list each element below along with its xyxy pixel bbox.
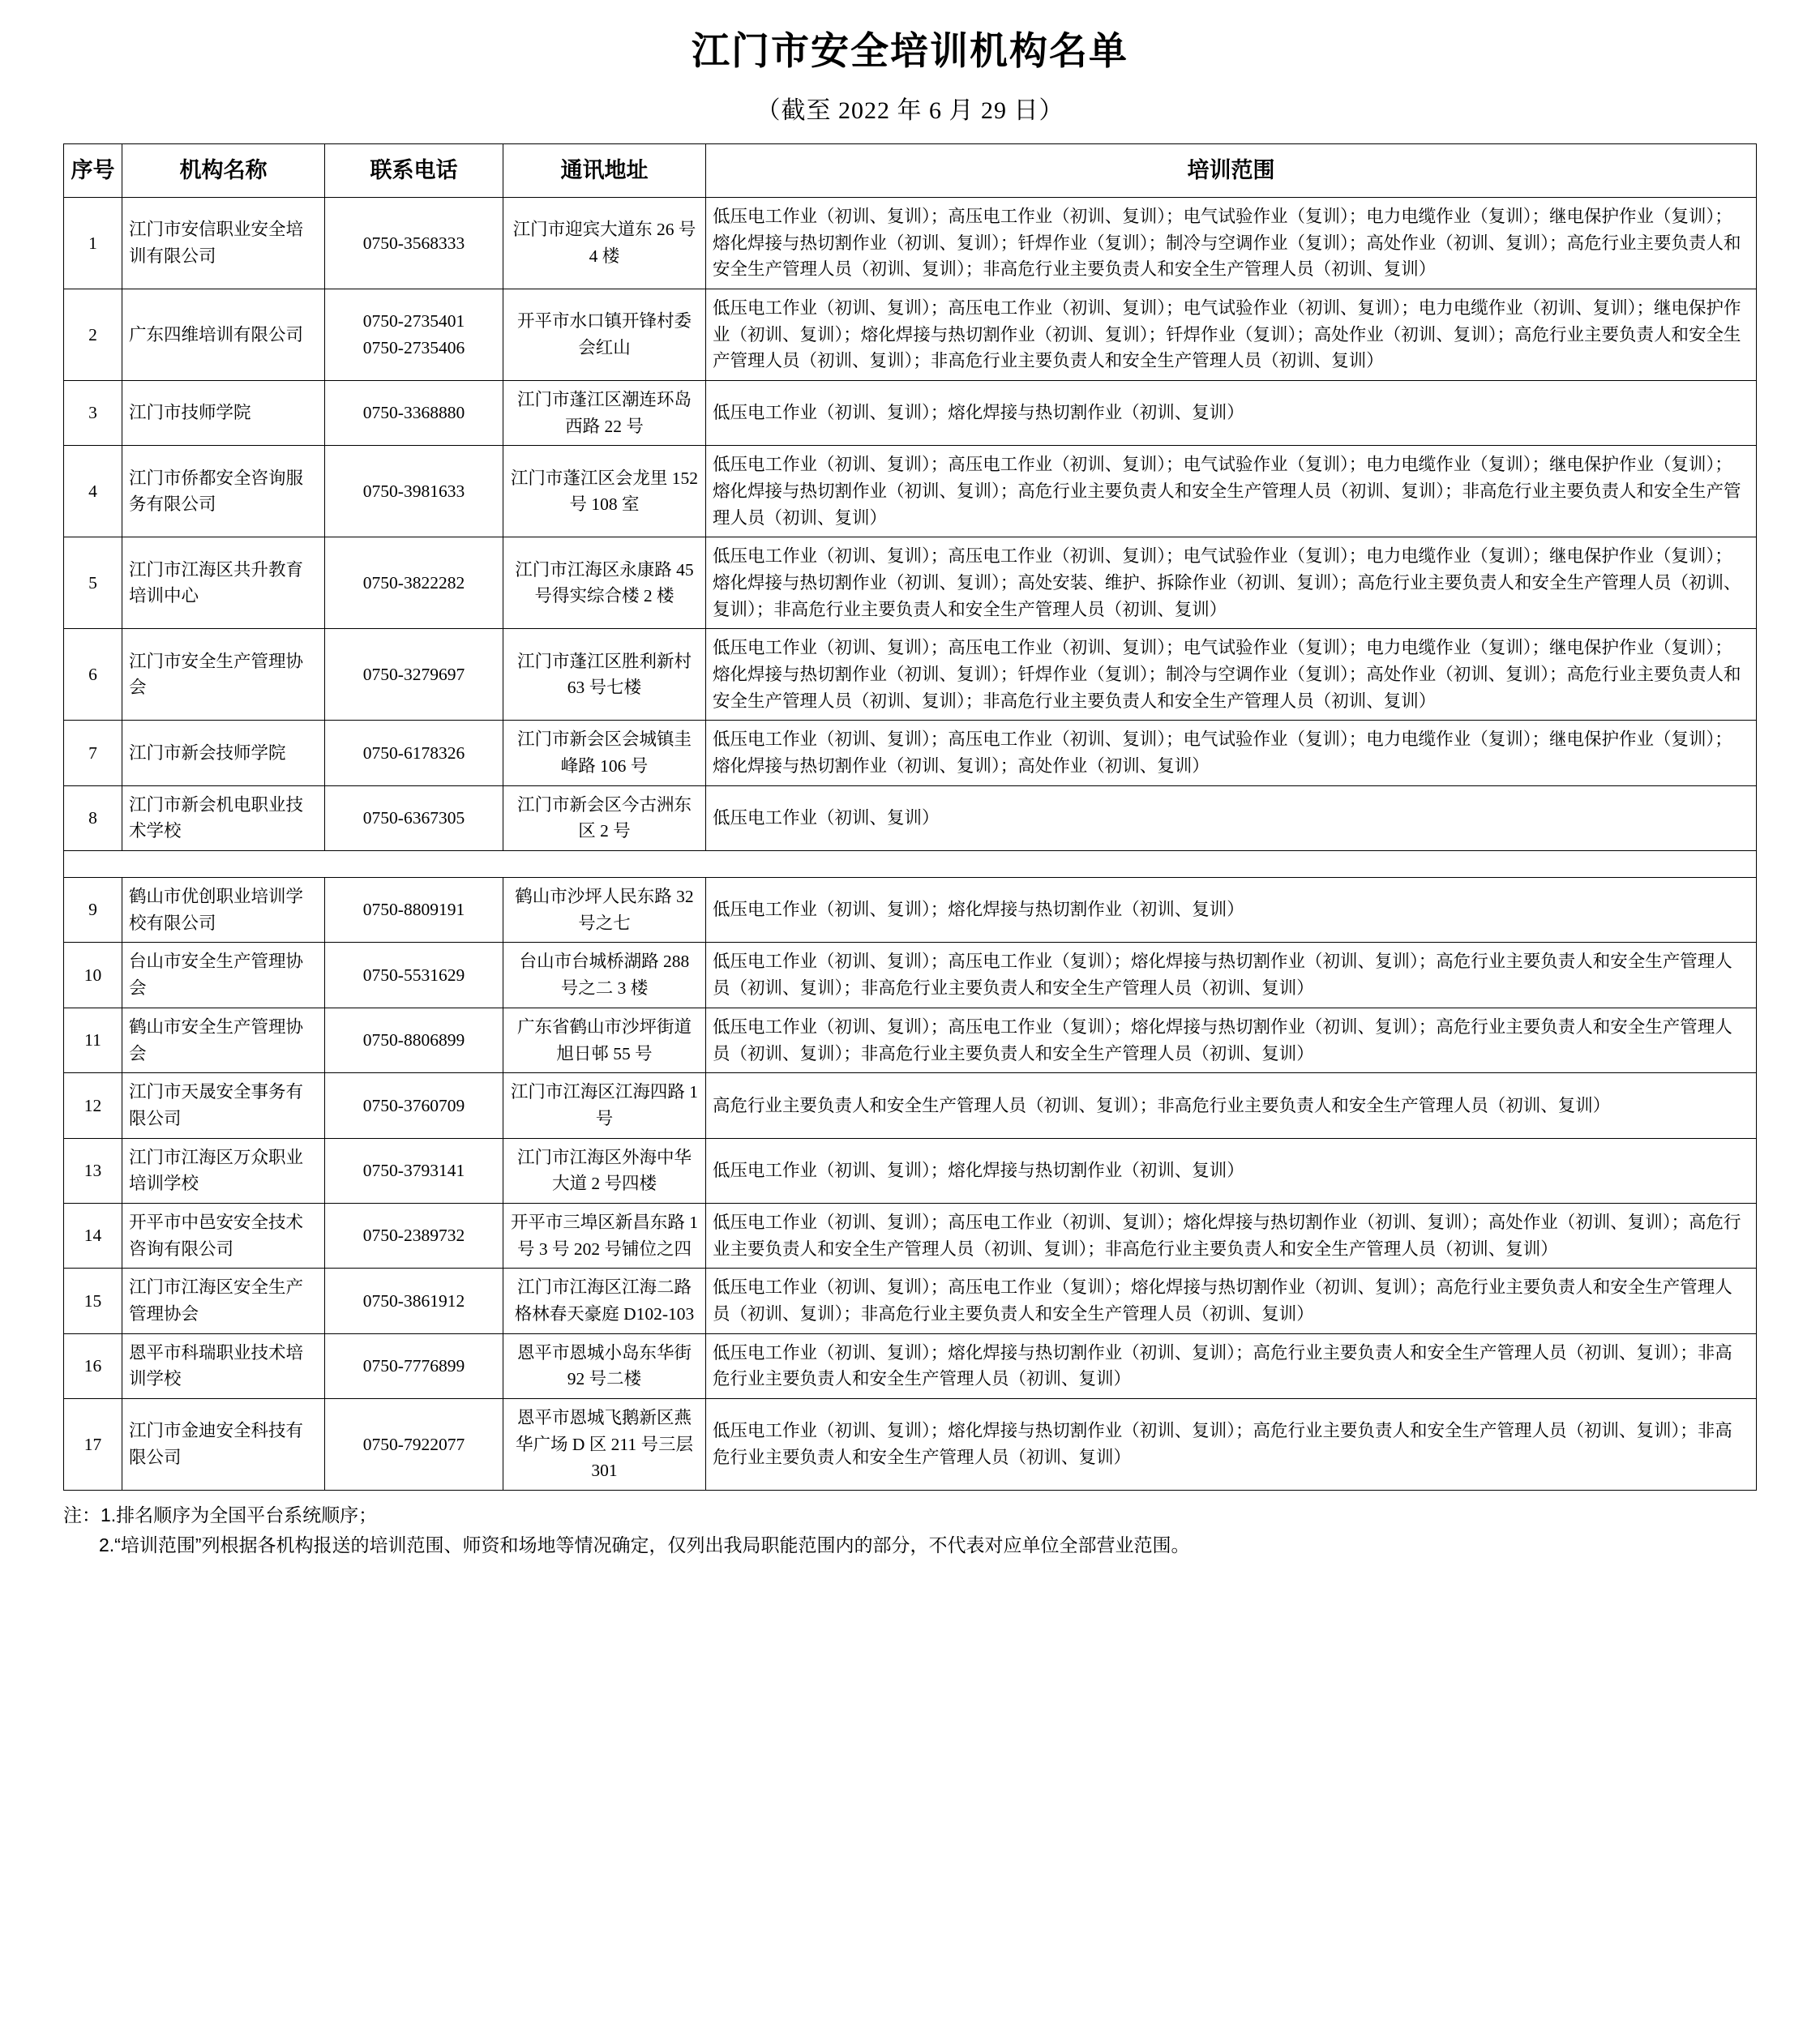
page-title: 江门市安全培训机构名单 bbox=[692, 29, 1128, 72]
cell-institution-name: 江门市新会机电职业技术学校 bbox=[122, 785, 325, 850]
training-institutions-table bbox=[63, 143, 1757, 1491]
cell-telephone: 0750-7922077 bbox=[325, 1398, 503, 1490]
table-row bbox=[64, 1073, 1757, 1138]
cell-institution-name: 江门市新会技师学院 bbox=[122, 721, 325, 785]
cell-institution-name: 广东四维培训有限公司 bbox=[122, 289, 325, 381]
cell-training-scope: 低压电工作业（初训、复训）；熔化焊接与热切割作业（初训、复训） bbox=[706, 1138, 1757, 1203]
cell-institution-name: 开平市中邑安安全技术咨询有限公司 bbox=[122, 1203, 325, 1268]
cell-telephone: 0750-3822282 bbox=[325, 537, 503, 629]
cell-address: 江门市江海区江海二路格林春天豪庭 D102-103 bbox=[503, 1269, 706, 1333]
cell-address: 江门市江海区江海四路 1 号 bbox=[503, 1073, 706, 1138]
cell-institution-name: 恩平市科瑞职业技术培训学校 bbox=[122, 1333, 325, 1398]
cell-address: 恩平市恩城小岛东华街 92 号二楼 bbox=[503, 1333, 706, 1398]
cell-institution-name: 江门市安全生产管理协会 bbox=[122, 629, 325, 721]
cell-telephone: 0750-3981633 bbox=[325, 446, 503, 537]
table-row bbox=[64, 198, 1757, 289]
table-row bbox=[64, 446, 1757, 537]
cell-telephone: 0750-6367305 bbox=[325, 785, 503, 850]
table-row bbox=[64, 1333, 1757, 1398]
cell-telephone: 0750-6178326 bbox=[325, 721, 503, 785]
cell-index: 16 bbox=[64, 1333, 122, 1398]
cell-institution-name: 鹤山市优创职业培训学校有限公司 bbox=[122, 878, 325, 943]
column-header-scope: 培训范围 bbox=[706, 144, 1757, 198]
table-row bbox=[64, 1138, 1757, 1203]
column-header-address: 通讯地址 bbox=[503, 144, 706, 198]
cell-training-scope: 低压电工作业（初训、复训）；熔化焊接与热切割作业（初训、复训）；高危行业主要负责人和安全生产管理人员（初训、复训）；非高危行业主要负责人和安全生产管理人员（初训、复训） bbox=[706, 1333, 1757, 1398]
cell-index: 4 bbox=[64, 446, 122, 537]
cell-institution-name: 江门市天晟安全事务有限公司 bbox=[122, 1073, 325, 1138]
cell-address: 鹤山市沙坪人民东路 32 号之七 bbox=[503, 878, 706, 943]
cell-training-scope: 低压电工作业（初训、复训）；高压电工作业（初训、复训）；电气试验作业（复训）；电力电缆作业（复训）；继电保护作业（复训）；熔化焊接与热切割作业（初训、复训）；高危行业主要负责人和安全生产管理人员（初训、复训）；非高危行业主要负责人和安全生产管理人员（初训、复训） bbox=[706, 446, 1757, 537]
footnote-1: 注：1.排名顺序为全国平台系统顺序； bbox=[63, 1504, 378, 1525]
cell-index: 13 bbox=[64, 1138, 122, 1203]
cell-institution-name: 鹤山市安全生产管理协会 bbox=[122, 1008, 325, 1072]
cell-telephone: 0750-2389732 bbox=[325, 1203, 503, 1268]
cell-index: 2 bbox=[64, 289, 122, 381]
cell-address: 台山市台城桥湖路 288 号之二 3 楼 bbox=[503, 943, 706, 1008]
cell-institution-name: 江门市江海区安全生产管理协会 bbox=[122, 1269, 325, 1333]
table-header-row bbox=[64, 144, 1757, 198]
cell-index: 17 bbox=[64, 1398, 122, 1490]
cell-institution-name: 江门市安信职业安全培训有限公司 bbox=[122, 198, 325, 289]
table-row bbox=[64, 878, 1757, 943]
cell-training-scope: 低压电工作业（初训、复训）；熔化焊接与热切割作业（初训、复训） bbox=[706, 878, 1757, 943]
table-row bbox=[64, 785, 1757, 850]
table-row bbox=[64, 537, 1757, 629]
column-header-tel: 联系电话 bbox=[325, 144, 503, 198]
table-row bbox=[64, 1203, 1757, 1268]
cell-address: 开平市三埠区新昌东路 1 号 3 号 202 号铺位之四 bbox=[503, 1203, 706, 1268]
cell-training-scope: 低压电工作业（初训、复训）；高压电工作业（初训、复训）；熔化焊接与热切割作业（初训、复训）；高处作业（初训、复训）；高危行业主要负责人和安全生产管理人员（初训、复训）；非高危行业主要负责人和安全生产管理人员（初训、复训） bbox=[706, 1203, 1757, 1268]
cell-institution-name: 江门市江海区万众职业培训学校 bbox=[122, 1138, 325, 1203]
cell-index: 12 bbox=[64, 1073, 122, 1138]
cell-training-scope: 低压电工作业（初训、复训） bbox=[706, 785, 1757, 850]
cell-index: 8 bbox=[64, 785, 122, 850]
cell-training-scope: 低压电工作业（初训、复训）；高压电工作业（复训）；熔化焊接与热切割作业（初训、复训）；高危行业主要负责人和安全生产管理人员（初训、复训）；非高危行业主要负责人和安全生产管理人员（初训、复训） bbox=[706, 1269, 1757, 1333]
cell-institution-name: 台山市安全生产管理协会 bbox=[122, 943, 325, 1008]
table-row bbox=[64, 1008, 1757, 1072]
table-row bbox=[64, 629, 1757, 721]
footnotes bbox=[63, 1500, 1757, 1561]
cell-index: 1 bbox=[64, 198, 122, 289]
table-row bbox=[64, 289, 1757, 381]
cell-training-scope: 低压电工作业（初训、复训）；高压电工作业（初训、复训）；电气试验作业（复训）；电力电缆作业（复训）；继电保护作业（复训）；熔化焊接与热切割作业（初训、复训）；高处安装、维护、拆除作业（初训、复训）；高危行业主要负责人和安全生产管理人员（初训、复训）；非高危行业主要负责人和安全生产管理人员（初训、复训） bbox=[706, 537, 1757, 629]
page-subtitle: （截至 2022 年 6 月 29 日） bbox=[756, 97, 1064, 124]
cell-institution-name: 江门市金迪安全科技有限公司 bbox=[122, 1398, 325, 1490]
cell-training-scope: 低压电工作业（初训、复训）；高压电工作业（初训、复训）；电气试验作业（初训、复训）；电力电缆作业（初训、复训）；继电保护作业（初训、复训）；熔化焊接与热切割作业（初训、复训）；钎焊作业（复训）；高处作业（初训、复训）；高危行业主要负责人和安全生产管理人员（初训、复训）；非高危行业主要负责人和安全生产管理人员（初训、复训） bbox=[706, 289, 1757, 381]
cell-address: 恩平市恩城飞鹅新区燕华广场 D 区 211 号三层 301 bbox=[503, 1398, 706, 1490]
cell-index: 15 bbox=[64, 1269, 122, 1333]
cell-telephone: 0750-7776899 bbox=[325, 1333, 503, 1398]
cell-index: 5 bbox=[64, 537, 122, 629]
cell-address: 江门市蓬江区潮连环岛西路 22 号 bbox=[503, 381, 706, 446]
cell-telephone: 0750-2735401 0750-2735406 bbox=[325, 289, 503, 381]
cell-training-scope: 低压电工作业（初训、复训）；熔化焊接与热切割作业（初训、复训） bbox=[706, 381, 1757, 446]
cell-index: 14 bbox=[64, 1203, 122, 1268]
cell-telephone: 0750-8809191 bbox=[325, 878, 503, 943]
cell-telephone: 0750-3568333 bbox=[325, 198, 503, 289]
cell-telephone: 0750-3861912 bbox=[325, 1269, 503, 1333]
cell-address: 开平市水口镇开锋村委会红山 bbox=[503, 289, 706, 381]
column-header-name: 机构名称 bbox=[122, 144, 325, 198]
cell-index: 11 bbox=[64, 1008, 122, 1072]
table-row bbox=[64, 721, 1757, 785]
table-row bbox=[64, 1269, 1757, 1333]
cell-address: 江门市蓬江区会龙里 152 号 108 室 bbox=[503, 446, 706, 537]
cell-index: 10 bbox=[64, 943, 122, 1008]
cell-telephone: 0750-5531629 bbox=[325, 943, 503, 1008]
cell-institution-name: 江门市江海区共升教育培训中心 bbox=[122, 537, 325, 629]
cell-telephone: 0750-3279697 bbox=[325, 629, 503, 721]
cell-address: 江门市新会区会城镇圭峰路 106 号 bbox=[503, 721, 706, 785]
footnote-2: 2.“培训范围”列根据各机构报送的培训范围、师资和场地等情况确定，仅列出我局职能范围内的部分，不代表对应单位全部营业范围。 bbox=[99, 1534, 1190, 1556]
cell-address: 江门市新会区今古洲东区 2 号 bbox=[503, 785, 706, 850]
table-section-gap bbox=[64, 851, 1757, 878]
cell-index: 6 bbox=[64, 629, 122, 721]
cell-index: 3 bbox=[64, 381, 122, 446]
cell-training-scope: 低压电工作业（初训、复训）；熔化焊接与热切割作业（初训、复训）；高危行业主要负责人和安全生产管理人员（初训、复训）；非高危行业主要负责人和安全生产管理人员（初训、复训） bbox=[706, 1398, 1757, 1490]
cell-address: 江门市迎宾大道东 26 号 4 楼 bbox=[503, 198, 706, 289]
column-header-index: 序号 bbox=[64, 144, 122, 198]
cell-telephone: 0750-3368880 bbox=[325, 381, 503, 446]
cell-training-scope: 低压电工作业（初训、复训）；高压电工作业（复训）；熔化焊接与热切割作业（初训、复训）；高危行业主要负责人和安全生产管理人员（初训、复训）；非高危行业主要负责人和安全生产管理人员（初训、复训） bbox=[706, 1008, 1757, 1072]
cell-institution-name: 江门市技师学院 bbox=[122, 381, 325, 446]
cell-training-scope: 高危行业主要负责人和安全生产管理人员（初训、复训）；非高危行业主要负责人和安全生产管理人员（初训、复训） bbox=[706, 1073, 1757, 1138]
cell-address: 江门市江海区外海中华大道 2 号四楼 bbox=[503, 1138, 706, 1203]
cell-telephone: 0750-3793141 bbox=[325, 1138, 503, 1203]
cell-training-scope: 低压电工作业（初训、复训）；高压电工作业（复训）；熔化焊接与热切割作业（初训、复训）；高危行业主要负责人和安全生产管理人员（初训、复训）；非高危行业主要负责人和安全生产管理人员（初训、复训） bbox=[706, 943, 1757, 1008]
cell-address: 江门市江海区永康路 45 号得实综合楼 2 楼 bbox=[503, 537, 706, 629]
table-body bbox=[64, 198, 1757, 1491]
table-section-gap-cell bbox=[64, 851, 1757, 878]
table-row bbox=[64, 1398, 1757, 1490]
cell-index: 9 bbox=[64, 878, 122, 943]
cell-address: 广东省鹤山市沙坪街道旭日邨 55 号 bbox=[503, 1008, 706, 1072]
cell-training-scope: 低压电工作业（初训、复训）；高压电工作业（初训、复训）；电气试验作业（复训）；电力电缆作业（复训）；继电保护作业（复训）；熔化焊接与热切割作业（初训、复训）；钎焊作业（复训）；制冷与空调作业（复训）；高处作业（初训、复训）；高危行业主要负责人和安全生产管理人员（初训、复训）；非高危行业主要负责人和安全生产管理人员（初训、复训） bbox=[706, 629, 1757, 721]
cell-institution-name: 江门市侨都安全咨询服务有限公司 bbox=[122, 446, 325, 537]
cell-telephone: 0750-3760709 bbox=[325, 1073, 503, 1138]
cell-address: 江门市蓬江区胜利新村 63 号七楼 bbox=[503, 629, 706, 721]
cell-index: 7 bbox=[64, 721, 122, 785]
table-row bbox=[64, 381, 1757, 446]
cell-telephone: 0750-8806899 bbox=[325, 1008, 503, 1072]
cell-training-scope: 低压电工作业（初训、复训）；高压电工作业（初训、复训）；电气试验作业（复训）；电力电缆作业（复训）；继电保护作业（复训）；熔化焊接与热切割作业（初训、复训）；高处作业（初训、复训） bbox=[706, 721, 1757, 785]
cell-training-scope: 低压电工作业（初训、复训）；高压电工作业（初训、复训）；电气试验作业（复训）；电力电缆作业（复训）；继电保护作业（复训）；熔化焊接与热切割作业（初训、复训）；钎焊作业（复训）；制冷与空调作业（复训）；高处作业（初训、复训）；高危行业主要负责人和安全生产管理人员（初训、复训）；非高危行业主要负责人和安全生产管理人员（初训、复训） bbox=[706, 198, 1757, 289]
table-row bbox=[64, 943, 1757, 1008]
